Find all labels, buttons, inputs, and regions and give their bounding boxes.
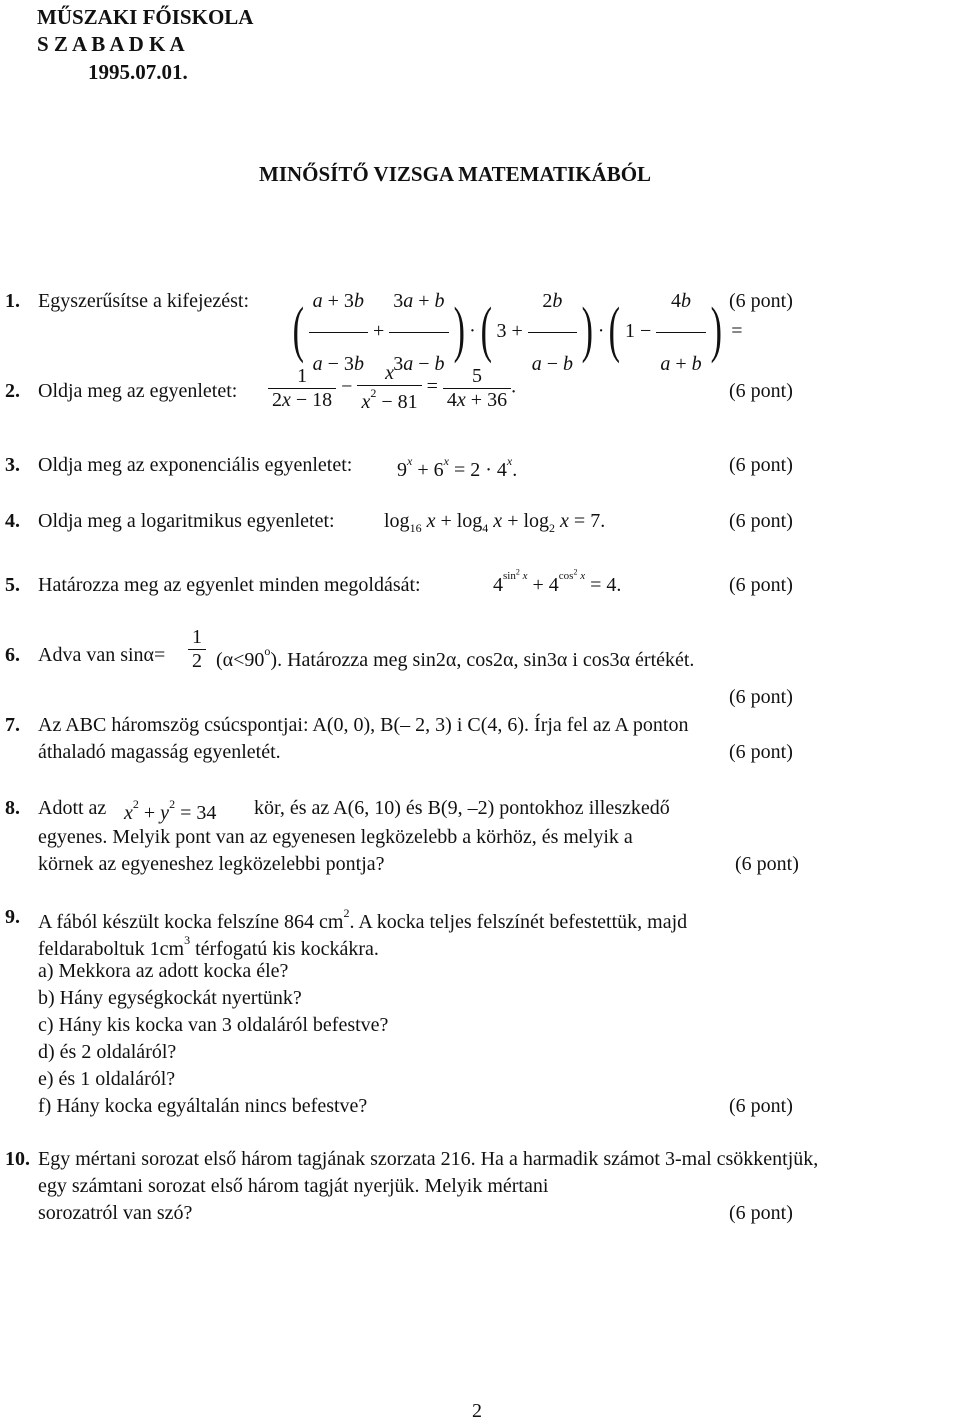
problem-8-line3: körnek az egyeneshez legközelebbi pontja? — [38, 853, 385, 875]
problem-7-line2: áthaladó magasság egyenletét. — [38, 741, 281, 763]
problem-6-text-b: $(\alpha<90^o)$. Határozza meg sin2α, cos2α, sin3α i cos3α értékét. — [216, 644, 695, 671]
problem-10-line3: sorozatról van szó? — [38, 1202, 193, 1224]
problem-2-points: (6 pont) — [729, 380, 793, 402]
problem-9-item-d: d) és 2 oldaláról? — [38, 1041, 177, 1063]
problem-9-item-a: a) Mekkora az adott kocka éle? — [38, 960, 289, 982]
problem-10-line2: egy számtani sorozat első három tagját nyerjük. Melyik mértani — [38, 1175, 549, 1197]
problem-4-number: 4. — [5, 510, 20, 532]
problem-7-points: (6 pont) — [729, 741, 793, 763]
problem-9-item-f: f) Hány kocka egyáltalán nincs befestve? — [38, 1095, 368, 1117]
problem-9-points: (6 pont) — [729, 1095, 793, 1117]
problem-9-item-e: e) és 1 oldaláról? — [38, 1068, 176, 1090]
problem-8-line2: egyenes. Melyik pont van az egyenesen legközelebb a körhöz, és melyik a — [38, 826, 633, 848]
problem-6-text-a: Adva van sinα= — [38, 644, 166, 666]
problem-1-number: 1. — [5, 290, 20, 312]
problem-3-points: (6 pont) — [729, 454, 793, 476]
problem-1-points: (6 pont) — [729, 290, 793, 312]
school-name: MŰSZAKI FŐISKOLA — [37, 5, 254, 29]
problem-8-line1a: Adott az — [38, 797, 107, 819]
problem-5-points: (6 pont) — [729, 574, 793, 596]
problem-7-number: 7. — [5, 714, 20, 736]
problem-2-number: 2. — [5, 380, 20, 402]
problem-3-equation: $9^x + 6^x = 2 \cdot 4^x$. — [397, 454, 518, 481]
problem-9-number: 9. — [5, 906, 20, 928]
problem-5-number: 5. — [5, 574, 20, 596]
problem-8-number: 8. — [5, 797, 20, 819]
problem-9-item-c: c) Hány kis kocka van 3 oldaláról befestve? — [38, 1014, 389, 1036]
problem-4-text: Oldja meg a logaritmikus egyenletet: — [38, 510, 335, 532]
page-title: MINŐSÍTŐ VIZSGA MATEMATIKÁBÓL — [259, 162, 652, 186]
problem-10-points: (6 pont) — [729, 1202, 793, 1224]
problem-8-circle-equation: $x^2 + y^2 = 34$ — [124, 797, 217, 824]
problem-6-number: 6. — [5, 644, 20, 666]
problem-2-equation: $\frac{1}{2x - 18}$ − $\frac{x}{x^2 - 81}$ = $\frac{5}{4x + 36}$ . — [268, 362, 516, 414]
problem-9-item-b: b) Hány egységkockát nyertünk? — [38, 987, 302, 1009]
problem-8-line1b: kör, és az A(6, 10) és B(9, –2) pontokhoz illeszkedő — [254, 797, 670, 819]
problem-5-text: Határozza meg az egyenlet minden megoldását: — [38, 574, 421, 596]
problem-9-line1: A fából készült kocka felszíne 864 $cm^2$. A kocka teljes felszínét befestettük, majd — [38, 906, 688, 933]
problem-6-points: (6 pont) — [729, 686, 793, 708]
problem-3-text: Oldja meg az exponenciális egyenletet: — [38, 454, 353, 476]
problem-2-text: Oldja meg az egyenletet: — [38, 380, 238, 402]
problem-6-fraction: $\frac{1}{2}$ — [188, 626, 206, 673]
exam-date: 1995.07.01. — [88, 60, 188, 84]
problem-8-points: (6 pont) — [735, 853, 799, 875]
problem-10-number: 10. — [5, 1148, 30, 1170]
problem-1-text: Egyszerűsítse a kifejezést: — [38, 290, 250, 312]
problem-9-line2: feldaraboltuk $1cm^3$ térfogatú kis kockákra. — [38, 933, 379, 960]
city-name: S Z A B A D K A — [37, 32, 185, 56]
problem-5-equation: $4^{sin^2 x} + 4^{cos^2 x} = 4$. — [493, 567, 622, 596]
page-number: 2 — [472, 1400, 482, 1422]
problem-3-number: 3. — [5, 454, 20, 476]
problem-4-equation: $\log_{16} x + \log_4 x + \log_2 x = 7$. — [384, 510, 606, 535]
problem-10-line1: Egy mértani sorozat első három tagjának szorzata 216. Ha a harmadik számot 3-mal csökkentjük, — [38, 1148, 819, 1170]
problem-4-points: (6 pont) — [729, 510, 793, 532]
problem-7-line1: Az ABC háromszög csúcspontjai: A(0, 0), B(– 2, 3) i C(4, 6). Írja fel az A ponton — [38, 714, 689, 736]
problem-1-expression: ( $\frac{a + 3b}{a - 3b}$ + $\frac{3a + b}{3a - b}$ ) ·( 3 + $\frac{2b}{a - b}$ ) ·( 1 − $\frac{4b}{a + b}$ ) = — [288, 270, 743, 332]
